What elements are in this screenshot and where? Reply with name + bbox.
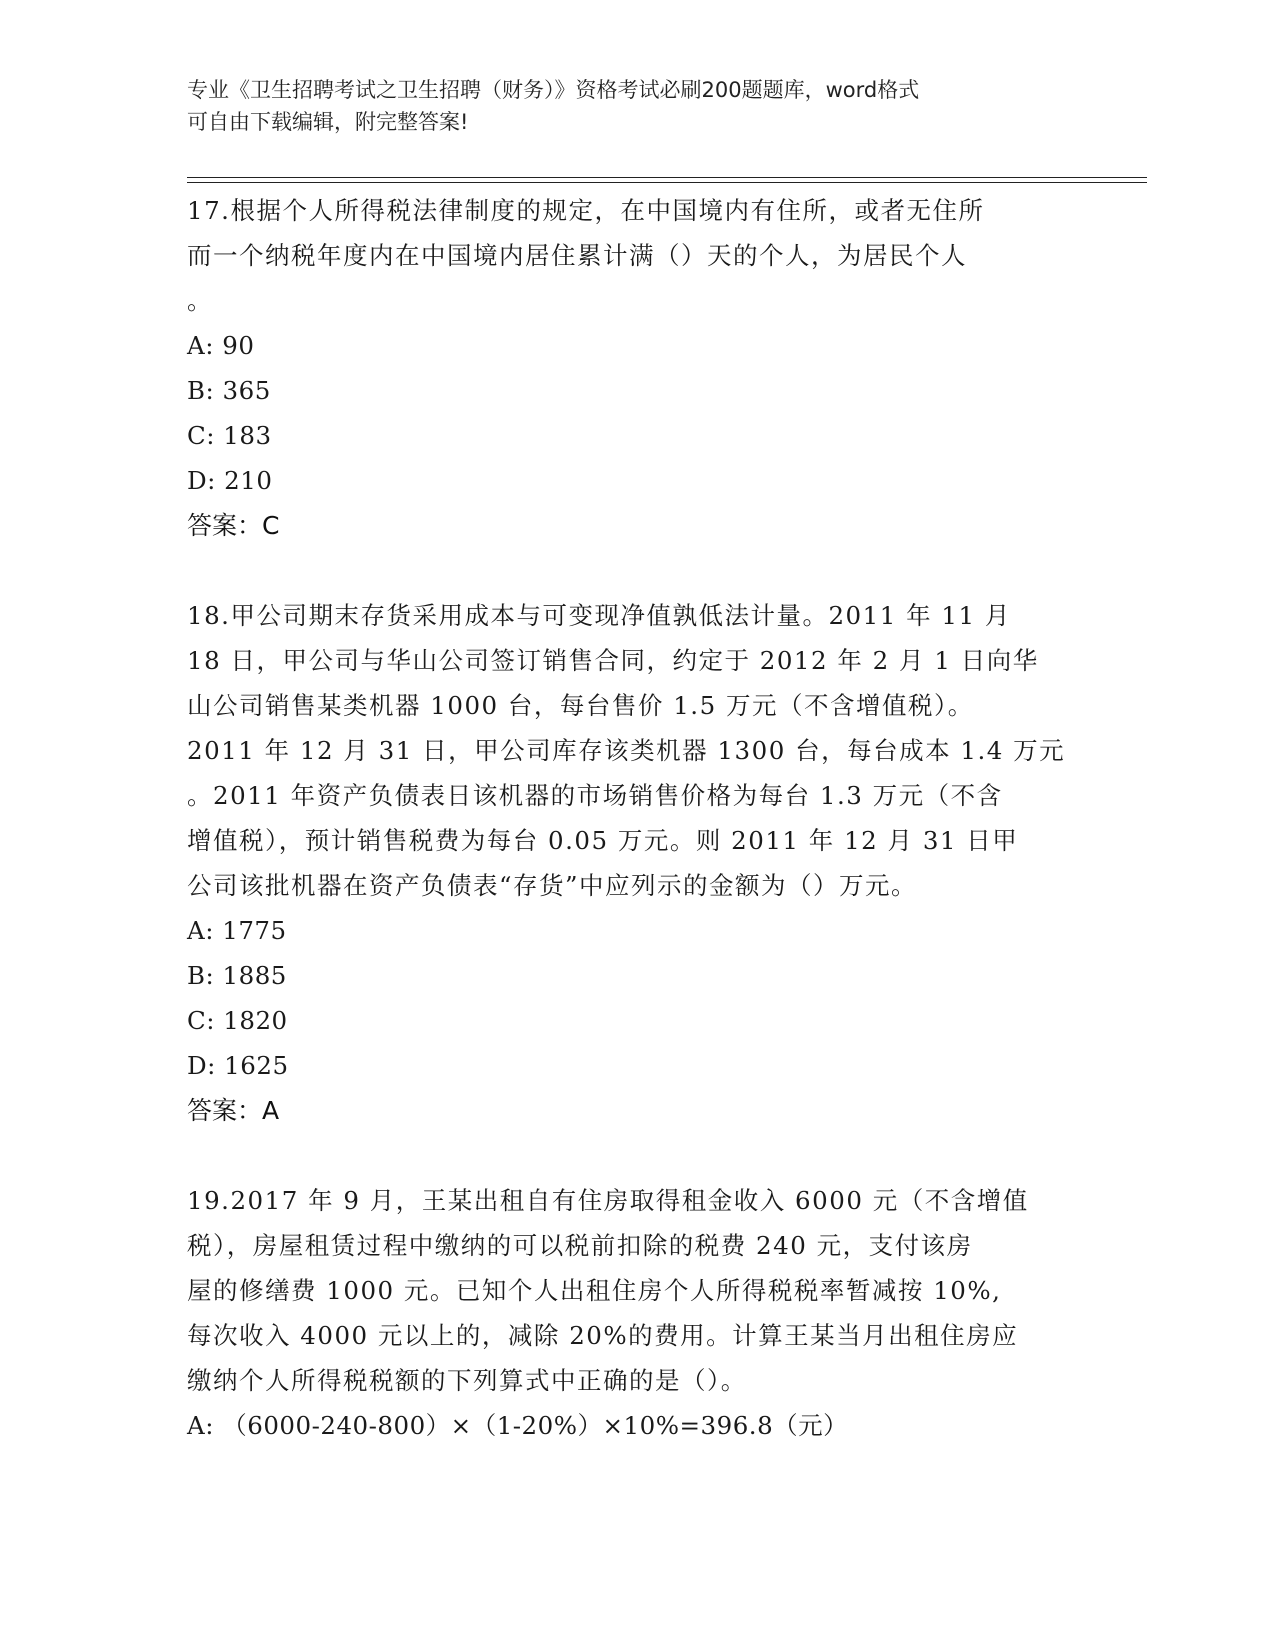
question-spacer [187, 1133, 1087, 1178]
option-d: D: 210 [187, 466, 273, 495]
question-stem-line: 山公司销售某类机器 1000 台，每台售价 1.5 万元（不含增值税）。 [187, 691, 974, 720]
header-line: 可自由下载编辑，附完整答案! [187, 110, 469, 134]
question-stem-line: 18.甲公司期末存货采用成本与可变现净值孰低法计量。2011 年 11 月 [187, 601, 1011, 630]
question-stem-line: 税），房屋租赁过程中缴纳的可以税前扣除的税费 240 元，支付该房 [187, 1231, 973, 1260]
question-stem-line: 增值税），预计销售税费为每台 0.05 万元。则 2011 年 12 月 31 日甲 [187, 826, 1019, 855]
question-stem-line: 18 日，甲公司与华山公司签订销售合同，约定于 2012 年 2 月 1 日向华 [187, 646, 1039, 675]
answer-line: 答案：C [187, 511, 280, 540]
question-stem-line: 而一个纳税年度内在中国境内居住累计满（）天的个人，为居民个人 [187, 241, 967, 270]
question-stem-line: 公司该批机器在资产负债表“存货”中应列示的金额为（）万元。 [187, 871, 918, 900]
question-stem-line: 每次收入 4000 元以上的，减除 20%的费用。计算王某当月出租住房应 [187, 1321, 1019, 1350]
page-header [187, 74, 1067, 138]
question-stem-line: 2011 年 12 月 31 日，甲公司库存该类机器 1300 台，每台成本 1.4 万元 [187, 736, 1066, 765]
option-a: A: 90 [187, 331, 255, 360]
answer-line: 答案：A [187, 1096, 280, 1125]
option-c: C: 1820 [187, 1006, 288, 1035]
question-stem-line: 19.2017 年 9 月，王某出租自有住房取得租金收入 6000 元（不含增值 [187, 1186, 1029, 1215]
header-divider [187, 182, 1147, 183]
option-b: B: 1885 [187, 961, 287, 990]
question-spacer [187, 548, 1087, 593]
option-b: B: 365 [187, 376, 271, 405]
question-stem-line: 。 [187, 286, 213, 315]
option-d: D: 1625 [187, 1051, 289, 1080]
header-divider [187, 177, 1147, 178]
question-stem-line: 屋的修缮费 1000 元。已知个人出租住房个人所得税税率暂减按 10%, [187, 1276, 1002, 1305]
question-18 [187, 593, 1087, 1133]
option-c: C: 183 [187, 421, 272, 450]
question-list [187, 188, 1087, 1448]
question-stem-line: 17.根据个人所得税法律制度的规定，在中国境内有住所，或者无住所 [187, 196, 985, 225]
option-a: A: 1775 [187, 916, 287, 945]
question-stem-line: 。2011 年资产负债表日该机器的市场销售价格为每台 1.3 万元（不含 [187, 781, 1003, 810]
question-19 [187, 1178, 1087, 1448]
question-stem-line: 缴纳个人所得税税额的下列算式中正确的是（）。 [187, 1366, 747, 1395]
option-a: A: （6000-240-800）×（1-20%）×10%=396.8（元） [187, 1411, 849, 1440]
question-17 [187, 188, 1087, 548]
header-line: 专业《卫生招聘考试之卫生招聘（财务）》资格考试必刷200题题库，word格式 [187, 78, 920, 102]
